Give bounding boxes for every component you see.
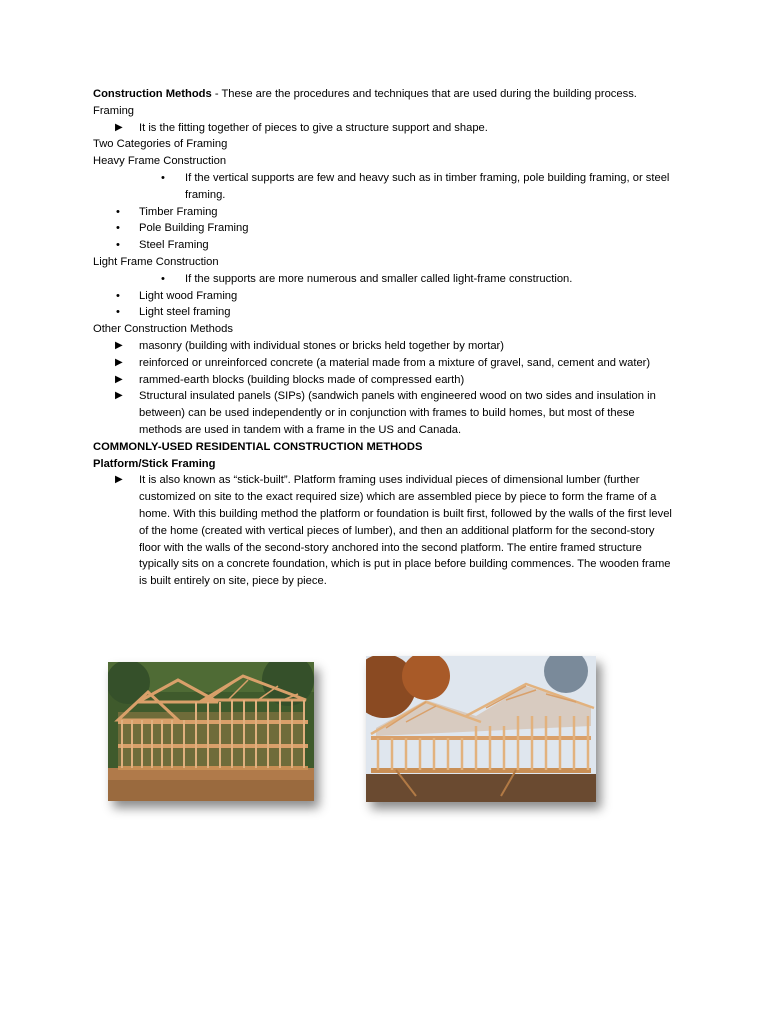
framed-house-photo-1 [108, 662, 314, 801]
framed-house-photo-2 [366, 656, 596, 802]
triangle-bullet-icon: ▶ [115, 339, 123, 351]
framed-house-illustration-2 [366, 656, 596, 802]
intro-text: - These are the procedures and techniques that are used during the building process. [211, 88, 637, 100]
bullet-icon: • [161, 171, 165, 184]
heavy-frame-heading: Heavy Frame Construction [93, 155, 227, 168]
list-item [93, 204, 678, 221]
list-item-text: Light steel framing [139, 306, 231, 319]
list-item-text: Timber Framing [139, 205, 218, 218]
bullet-icon: • [116, 205, 120, 218]
platform-heading: Platform/Stick Framing [93, 457, 216, 470]
bullet-icon: • [116, 306, 120, 319]
heavy-frame-note [93, 170, 678, 204]
other-methods-heading: Other Construction Methods [93, 323, 233, 336]
triangle-bullet-icon: ▶ [115, 390, 123, 402]
platform-text: It is also known as “stick-built”. Platform framing uses individual pieces of dimensional lumber (further customized on site to the exact required size) which are assembled piece by piece to form the frame of a home. With this building method the platform or foundation is built first, followed by the walls of the first level of the home (created with vertical pieces of lumber), and then an additional platform for the second-story floor with the walls of the second-story anchored into the second platform. The entire framed structure typically sits on a concrete foundation, which is put in place before building commences. The wooden frame is built entirely on site, piece by piece. [139, 474, 672, 588]
list-item [93, 288, 678, 305]
list-item [93, 388, 678, 438]
platform-paragraph [93, 472, 678, 590]
list-item-text: reinforced or unreinforced concrete (a material made from a mixture of gravel, sand, cement and water) [139, 356, 651, 369]
categories-heading: Two Categories of Framing [93, 138, 228, 151]
list-item-text: masonry (building with individual stones or bricks held together by mortar) [139, 339, 505, 352]
list-item [93, 355, 678, 372]
list-item [93, 372, 678, 389]
list-item-text: Steel Framing [139, 239, 209, 252]
intro-title: Construction Methods [93, 88, 212, 100]
heavy-frame-note-text: If the vertical supports are few and heavy such as in timber framing, pole building framing, or steel framing. [185, 171, 670, 201]
light-frame-heading: Light Frame Construction [93, 255, 219, 268]
residential-heading: COMMONLY-USED RESIDENTIAL CONSTRUCTION METHODS [93, 440, 423, 453]
list-item [93, 220, 678, 237]
list-item [93, 338, 678, 355]
bullet-icon: • [161, 272, 165, 285]
framing-definition-item [93, 120, 678, 137]
framing-heading: Framing [93, 104, 135, 117]
bullet-icon: • [116, 239, 120, 252]
triangle-bullet-icon: ▶ [115, 373, 123, 385]
list-item [93, 304, 678, 321]
framing-definition: It is the fitting together of pieces to give a structure support and shape. [139, 121, 488, 134]
list-item-text: Pole Building Framing [139, 222, 249, 235]
light-frame-note [93, 271, 678, 288]
framed-house-illustration-1 [108, 662, 314, 801]
triangle-bullet-icon: ▶ [115, 121, 123, 133]
list-item-text: Structural insulated panels (SIPs) (sandwich panels with engineered wood on two sides and insulation in between) can be used independently or in conjunction with frames to build homes, but most of these methods are used in tandem with a frame in the US and Canada. [139, 390, 656, 436]
triangle-bullet-icon: ▶ [115, 474, 123, 486]
list-item-text: Light wood Framing [139, 289, 238, 302]
document-body [93, 86, 678, 590]
list-item [93, 237, 678, 254]
triangle-bullet-icon: ▶ [115, 356, 123, 368]
light-frame-note-text: If the supports are more numerous and smaller called light-frame construction. [185, 272, 573, 285]
intro-paragraph [93, 86, 678, 103]
list-item-text: rammed-earth blocks (building blocks made of compressed earth) [139, 373, 465, 386]
bullet-icon: • [116, 222, 120, 235]
bullet-icon: • [116, 289, 120, 302]
